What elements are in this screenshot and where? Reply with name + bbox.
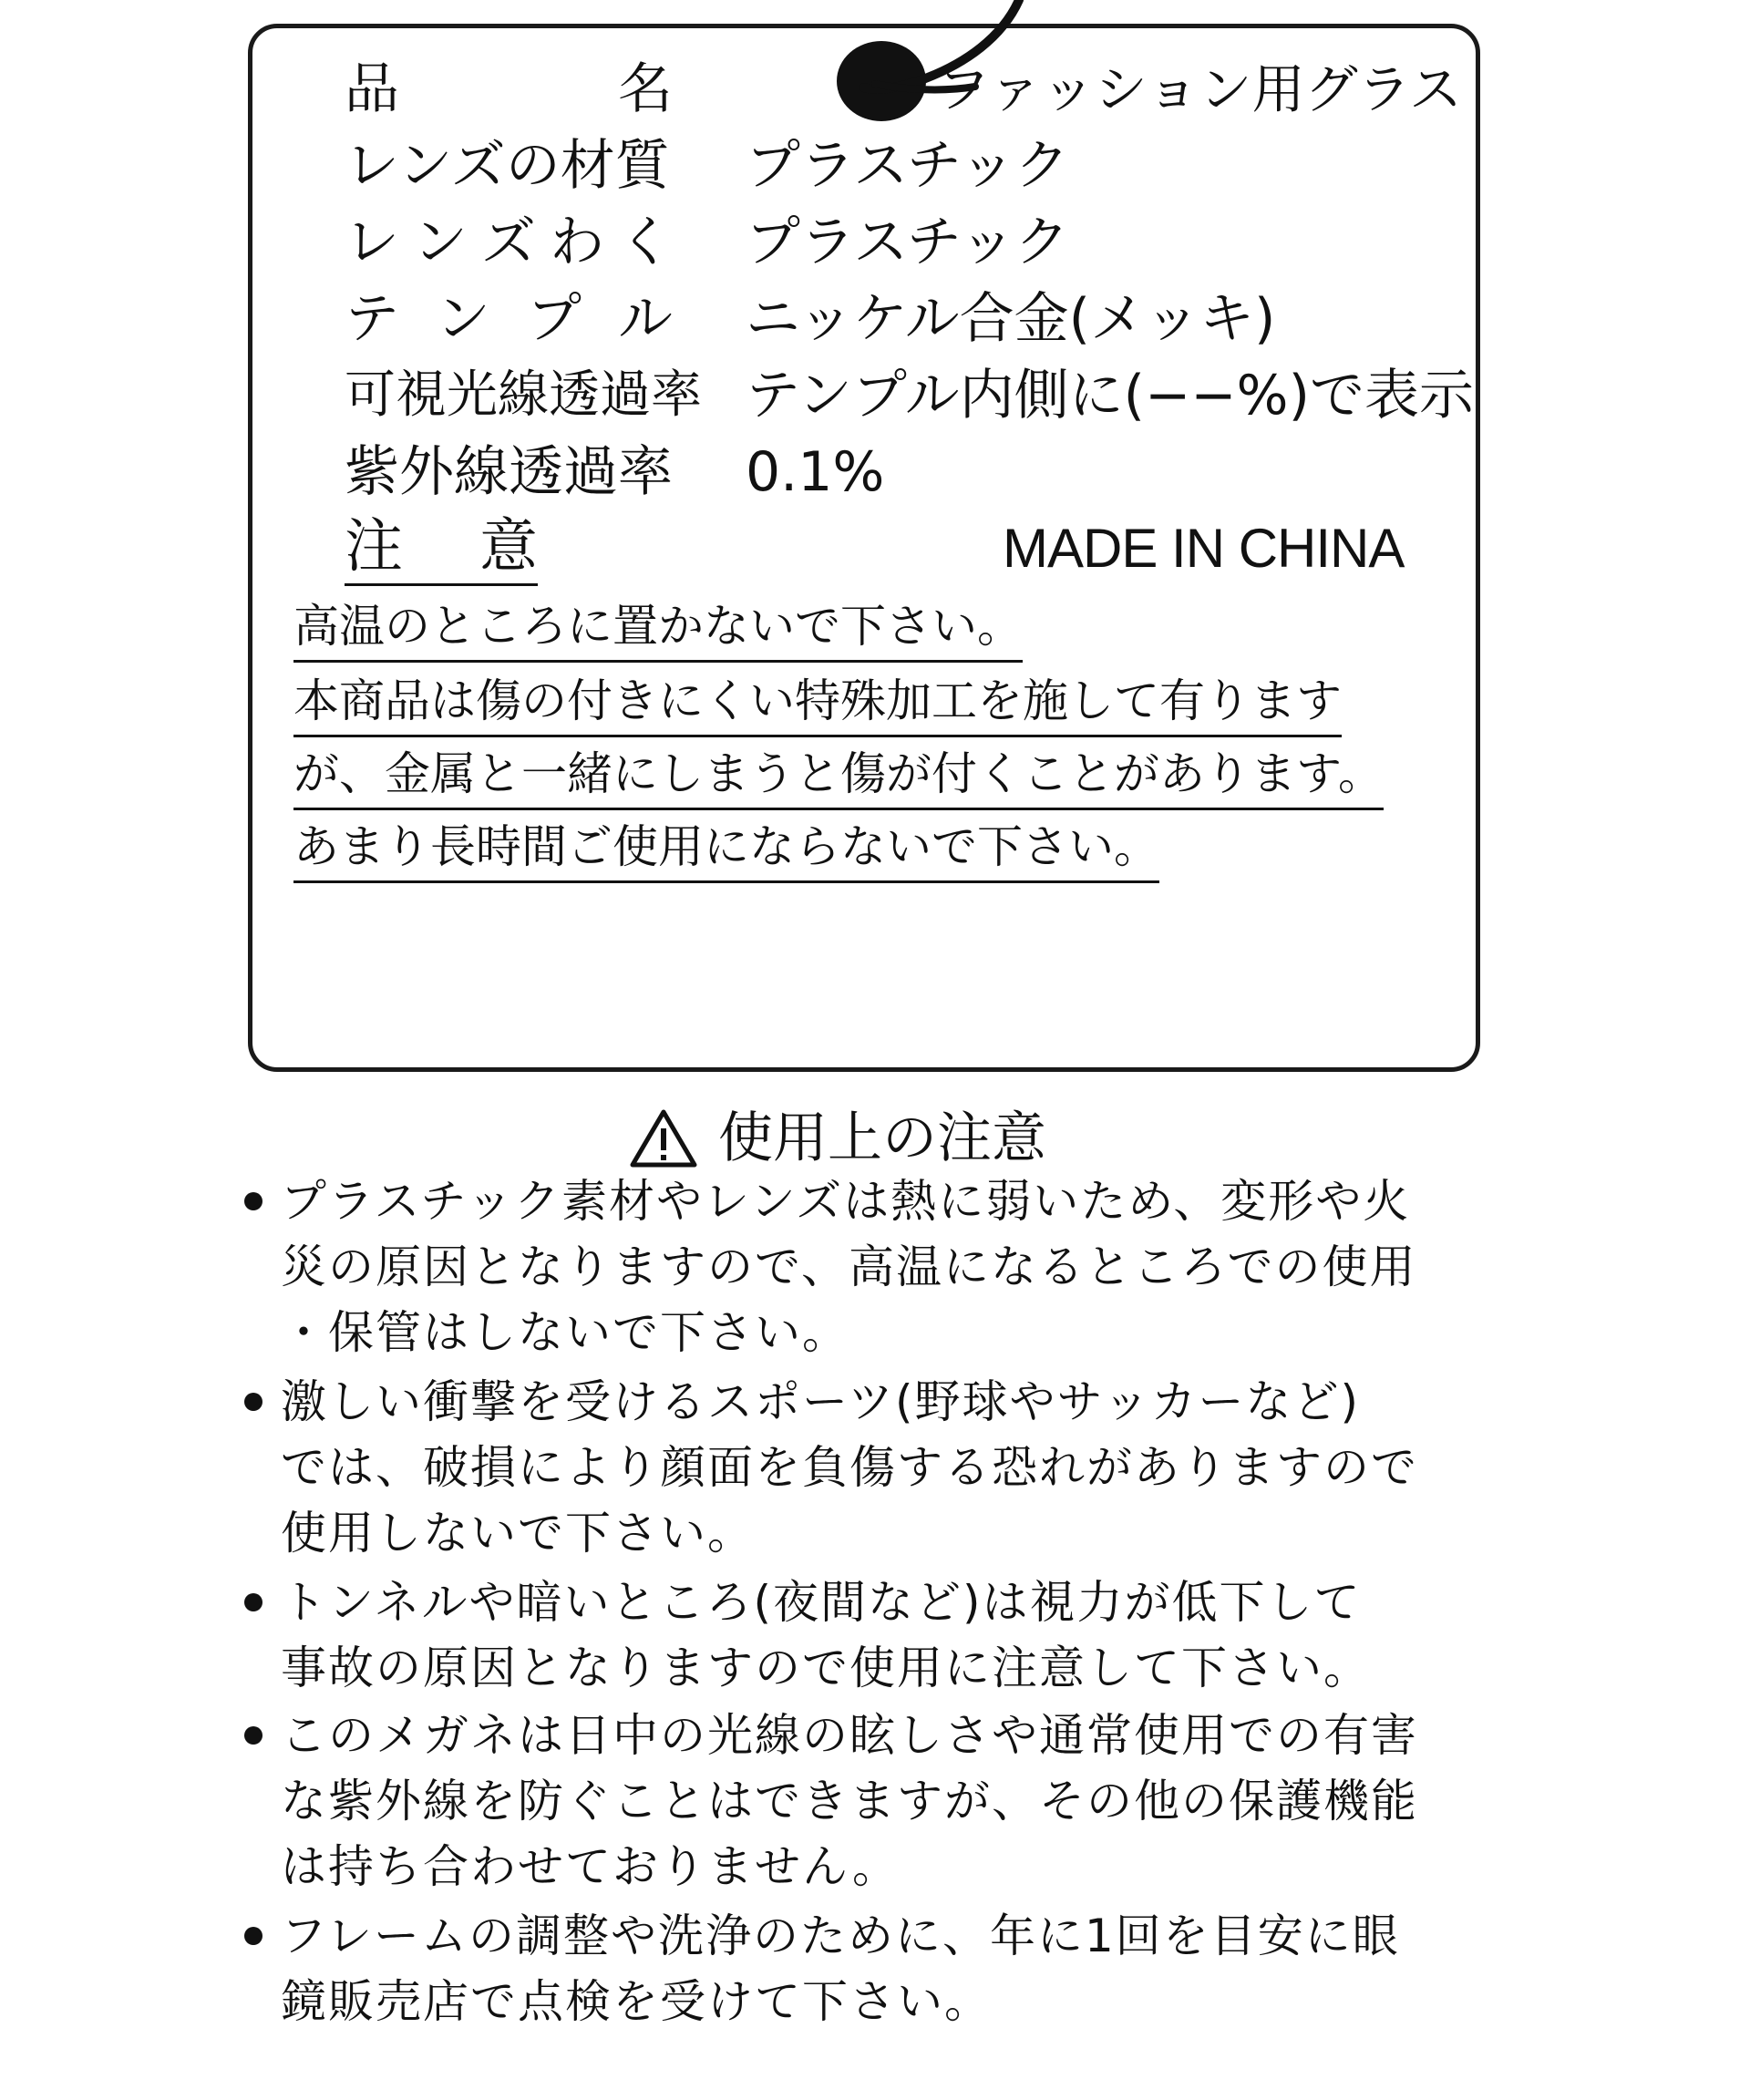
spec-label: レ ン ズ わ く — [345, 211, 673, 274]
spec-label: 紫外線透過率 — [345, 440, 673, 504]
caution-line: あまり長時間ご使用にならないで下さい。 — [293, 815, 1159, 883]
tag-hole — [837, 41, 926, 121]
spec-value: ファッション用グラス — [937, 58, 1462, 120]
usage-item-line: フレームの調整や洗浄のために、年に1回を目安に眼 — [281, 1910, 1400, 1962]
usage-item-line: 激しい衝撃を受けるスポーツ(野球やサッカーなど) — [281, 1375, 1361, 1428]
spec-value: プラスチック — [746, 211, 1070, 274]
usage-item-line: 災の原因となりますので、高温になるところでの使用 — [281, 1240, 1417, 1293]
bullet-dot — [244, 1393, 262, 1411]
bullet-dot — [244, 1192, 262, 1210]
caution-heading-char: 注 — [345, 513, 403, 581]
spec-value: 0.1% — [746, 440, 885, 504]
usage-item-line: 事故の原因となりますので使用に注意して下さい。 — [281, 1642, 1371, 1694]
warning-triangle-icon — [629, 1108, 698, 1168]
spec-label: テ ン プ ル — [345, 287, 673, 351]
usage-item-line: トンネルや暗いところ(夜間など)は視力が低下して — [281, 1576, 1362, 1629]
usage-item-line: このメガネは日中の光線の眩しさや通常使用での有害 — [281, 1709, 1418, 1762]
caution-heading-char: 意 — [479, 513, 538, 581]
spec-label: レンズの材質 — [345, 134, 670, 198]
bullet-dot — [244, 1726, 262, 1745]
usage-item-line: 使用しないで下さい。 — [281, 1507, 755, 1560]
spec-value: テンプル内側に(−−%)で表示 — [746, 364, 1474, 427]
usage-title — [629, 1099, 1046, 1178]
usage-item-line: な紫外線を防ぐことはできますが、その他の保護機能 — [281, 1775, 1418, 1827]
caution-line: が、金属と一緒にしまうと傷が付くことがあります。 — [293, 742, 1384, 810]
usage-item-line: では、破損により顔面を負傷する恐れがありますので — [281, 1441, 1418, 1494]
caution-heading — [345, 510, 538, 586]
usage-item-line: ・保管はしないで下さい。 — [281, 1306, 849, 1359]
caution-line: 本商品は傷の付きにくい特殊加工を施して有ります — [293, 669, 1342, 737]
spec-label: 可視光線透過率 — [345, 365, 702, 425]
usage-item-line: 鏡販売店で点検を受けて下さい。 — [281, 1975, 992, 2028]
caution-line: 高温のところに置かないで下さい。 — [293, 594, 1023, 663]
spec-value: プラスチック — [746, 134, 1070, 198]
usage-item-line: プラスチック素材やレンズは熱に弱いため、変形や火 — [281, 1175, 1411, 1228]
spec-label: 品 名 — [345, 57, 673, 121]
bullet-dot — [244, 1927, 262, 1945]
made-in-label: MADE IN CHINA — [1003, 518, 1405, 579]
bullet-dot — [244, 1593, 262, 1611]
usage-title-text: 使用上の注意 — [718, 1107, 1046, 1170]
spec-value: ニッケル合金(メッキ) — [746, 287, 1276, 351]
usage-item-line: は持ち合わせておりません。 — [281, 1840, 900, 1893]
